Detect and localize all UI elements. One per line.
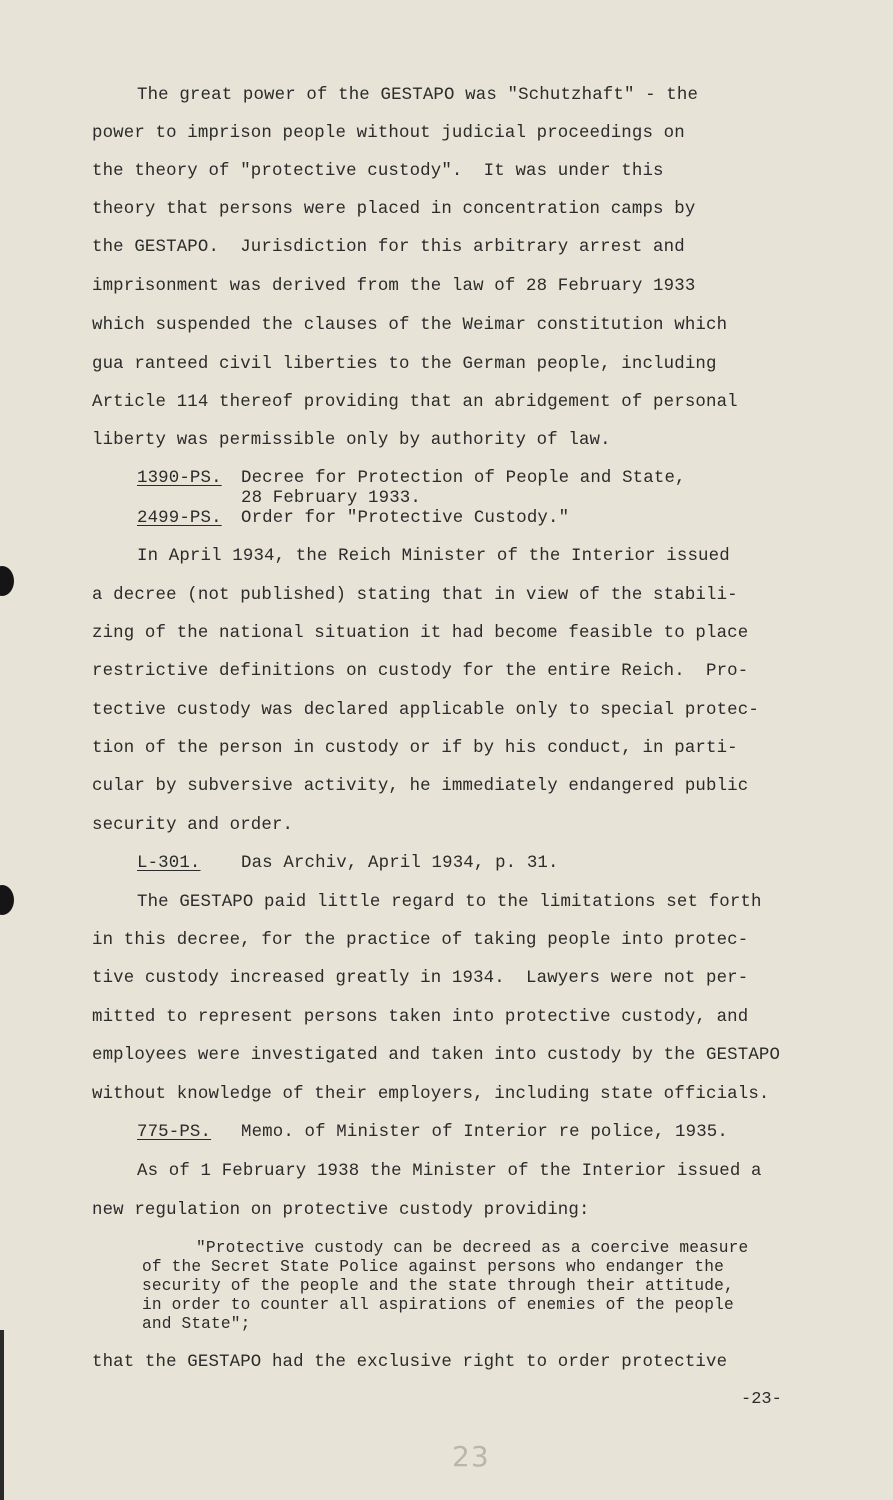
citation-ref: 1390-PS. [137, 469, 222, 488]
paragraph-line: theory that persons were placed in concentration camps by [92, 200, 696, 219]
paragraph-line: liberty was permissible only by authority of law. [92, 431, 611, 450]
paragraph-line: new regulation on protective custody providing: [92, 1201, 590, 1220]
paragraph-line: tective custody was declared applicable only to special protec- [92, 701, 759, 720]
paragraph-line: gua ranteed civil liberties to the German people, including [92, 355, 717, 374]
paragraph-line: employees were investigated and taken into custody by the GESTAPO [92, 1046, 781, 1065]
paragraph-line: in this decree, for the practice of taking people into protec- [92, 931, 749, 950]
citation-text: Decree for Protection of People and State, [241, 469, 686, 488]
paragraph-line: without knowledge of their employers, including state officials. [92, 1085, 770, 1104]
page-edge-shadow [0, 1330, 4, 1500]
paragraph-line: cular by subversive activity, he immediately endangered public [92, 777, 749, 796]
binder-hole [0, 566, 14, 596]
paragraph-line: In April 1934, the Reich Minister of the Interior issued [137, 547, 730, 566]
quote-line: in order to counter all aspirations of enemies of the people [142, 1296, 734, 1314]
citation-text: Das Archiv, April 1934, p. 31. [241, 854, 559, 873]
paragraph-line: Article 114 thereof providing that an abridgement of personal [92, 393, 738, 412]
page-number: -23- [741, 1390, 782, 1409]
citation-text: Order for "Protective Custody." [241, 509, 570, 528]
quote-line: security of the people and the state through their attitude, [142, 1277, 734, 1295]
citation-text: Memo. of Minister of Interior re police, 1935. [241, 1123, 728, 1142]
paragraph-line: the GESTAPO. Jurisdiction for this arbitrary arrest and [92, 238, 685, 257]
paragraph-line: the theory of "protective custody". It was under this [92, 162, 664, 181]
quote-line: "Protective custody can be decreed as a coercive measure [196, 1239, 749, 1257]
paragraph-line: imprisonment was derived from the law of 28 February 1933 [92, 277, 696, 296]
paragraph-line: which suspended the clauses of the Weimar constitution which [92, 316, 728, 335]
quote-line: and State"; [142, 1315, 251, 1333]
citation-ref: 2499-PS. [137, 509, 222, 528]
stamped-page-number: 23 [452, 1440, 490, 1473]
paragraph-line: The GESTAPO paid little regard to the limitations set forth [137, 893, 762, 912]
binder-hole [0, 885, 14, 915]
paragraph-line: restrictive definitions on custody for the entire Reich. Pro- [92, 662, 749, 681]
paragraph-line: that the GESTAPO had the exclusive right to order protective [92, 1353, 728, 1372]
paragraph-line: mitted to represent persons taken into protective custody, and [92, 1008, 749, 1027]
citation-text: 28 February 1933. [241, 489, 421, 508]
paragraph-line: zing of the national situation it had become feasible to place [92, 624, 749, 643]
paragraph-line: The great power of the GESTAPO was "Schutzhaft" - the [137, 86, 699, 105]
citation-ref: L-301. [137, 854, 201, 873]
paragraph-line: a decree (not published) stating that in view of the stabili- [92, 586, 738, 605]
paragraph-line: As of 1 February 1938 the Minister of the Interior issued a [137, 1162, 762, 1181]
paragraph-line: tion of the person in custody or if by his conduct, in parti- [92, 739, 738, 758]
paragraph-line: security and order. [92, 816, 294, 835]
paragraph-line: tive custody increased greatly in 1934. Lawyers were not per- [92, 969, 749, 988]
paragraph-line: power to imprison people without judicial proceedings on [92, 124, 685, 143]
citation-ref: 775-PS. [137, 1123, 212, 1142]
quote-line: of the Secret State Police against persons who endanger the [142, 1258, 724, 1276]
